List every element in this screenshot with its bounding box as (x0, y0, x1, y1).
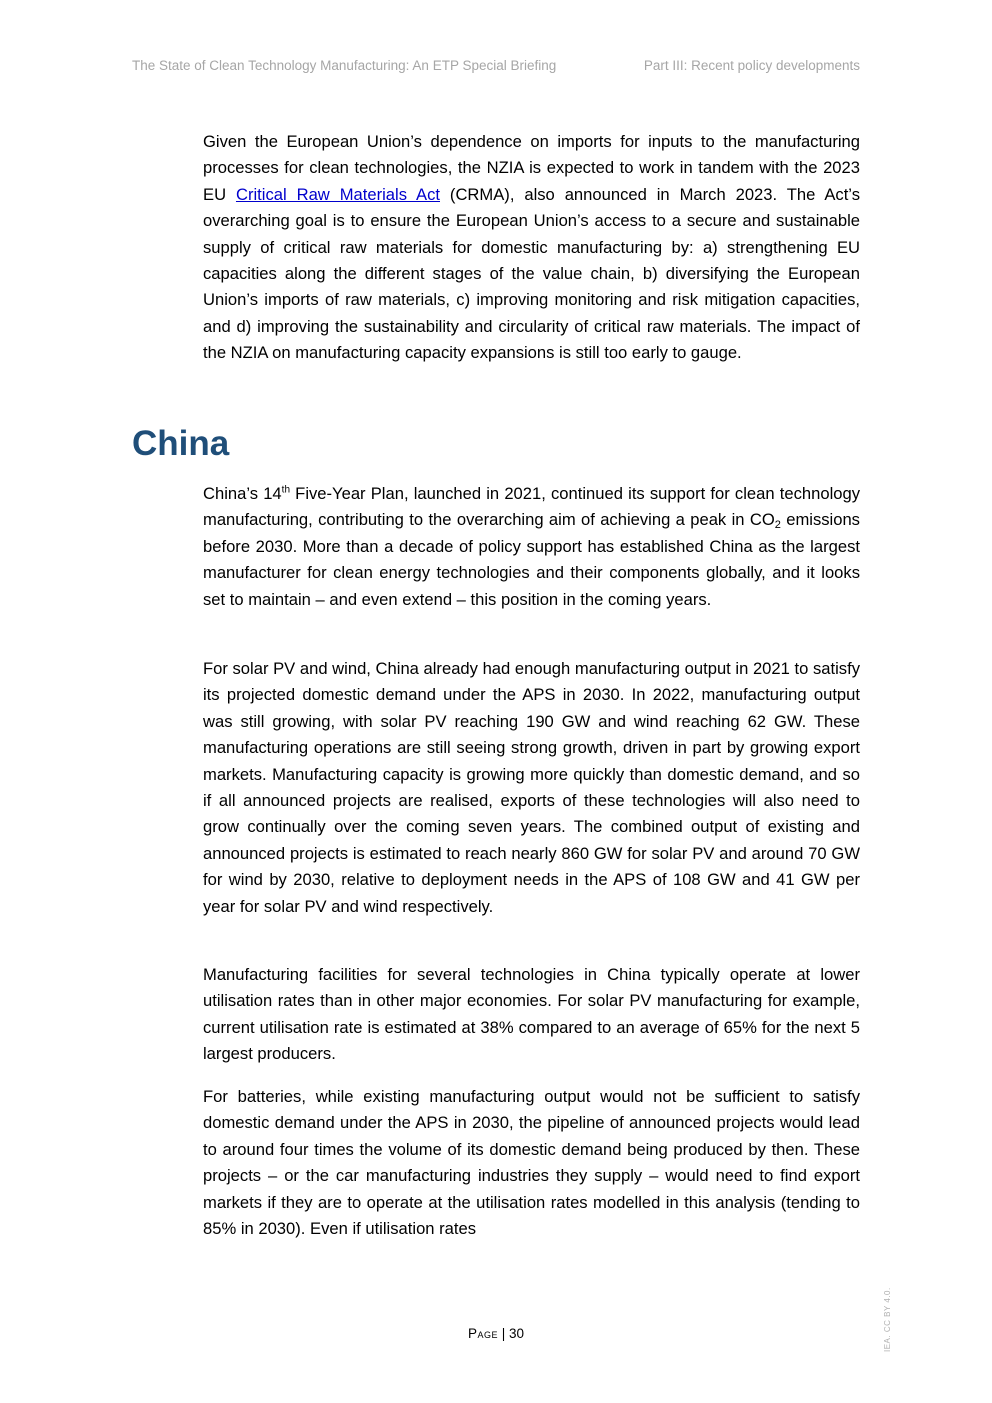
paragraph-solar-wind: For solar PV and wind, China already had enough manufacturing output in 2021 to satisfy its projected domestic demand under the APS in 2030. In 2022, manufacturing output was still growing, with solar PV reaching 190 GW and wind reaching 62 GW. These manufacturing operations are still seeing strong growth, driven in part by growing export markets. Manufacturing capacity is growing more quickly than domestic demand, and so if all announced projects are realised, exports of these technologies will also need to grow continually over the coming seven years. The combined output of existing and announced projects is estimated to reach nearly 860 GW for solar PV and around 70 GW for wind by 2030, relative to deployment needs in the APS of 108 GW and 41 GW per year for solar PV and wind respectively. (203, 659, 860, 916)
p1-superscript: th (281, 484, 291, 496)
p1-text-c: emissions before 2030. More than a decade of policy support has established China as the largest manufacturer for clean energy technologies and their components globally, and it looks set to maintain – and even extend – this position in the coming years. (203, 510, 860, 609)
license-notice: IEA. CC BY 4.0. (883, 1287, 892, 1352)
page-label: Page (467, 1326, 498, 1341)
report-title: The State of Clean Technology Manufacturing: An ETP Special Briefing (132, 58, 557, 73)
paragraph-batteries: For batteries, while existing manufacturing output would not be sufficient to satisfy domestic demand under the APS in 2030, the pipeline of announced projects would lead to around four times the volume of its domestic demand being produced by then. These projects – or the car manufacturing industries they supply – would need to find export markets if they are to operate at the utilisation rates modelled in this analysis (tending to 85% in 2030). Even if utilisation rates (203, 1087, 860, 1239)
p1-text-b: Five-Year Plan, launched in 2021, continued its support for clean technology manufacturing, contributing to the overarching aim of achieving a peak in CO (203, 484, 861, 530)
page-number: 30 (509, 1326, 525, 1341)
section-title: Part III: Recent policy developments (643, 58, 860, 73)
section-heading-china: China (132, 424, 230, 463)
critical-raw-materials-act-link[interactable]: Critical Raw Materials Act (235, 184, 440, 204)
intro-text-before-link: Given the European Union’s dependence on imports for inputs to the manufacturing processes for clean technologies, the NZIA is expected to work in tandem with the 2023 EU (203, 132, 860, 204)
p1-text-a: China’s 14 (203, 484, 282, 503)
paragraph-utilisation: Manufacturing facilities for several technologies in China typically operate at lower utilisation rates than in other major economies. For solar PV manufacturing for example, current utilisation rate is estimated at 38% compared to an average of 65% for the next 5 largest producers. (203, 965, 860, 1064)
p1-subscript: 2 (774, 519, 781, 532)
page-footer (0, 1326, 992, 1341)
page-separator: | (497, 1326, 509, 1341)
intro-paragraph (203, 129, 860, 367)
paragraph-five-year-plan (203, 481, 860, 613)
intro-text-after-link: (CRMA), also announced in March 2023. The Act’s overarching goal is to ensure the European Union’s access to a secure and sustainable supply of critical raw materials for domestic manufacturing by: a) strengthening EU capacities along the different stages of the value chain, b) diversifying the European Union’s imports of raw materials, c) improving monitoring and risk mitigation capacities, and d) improving the sustainability and circularity of critical raw materials. The impact of the NZIA on manufacturing capacity expansions is still too early to gauge. (203, 184, 860, 363)
